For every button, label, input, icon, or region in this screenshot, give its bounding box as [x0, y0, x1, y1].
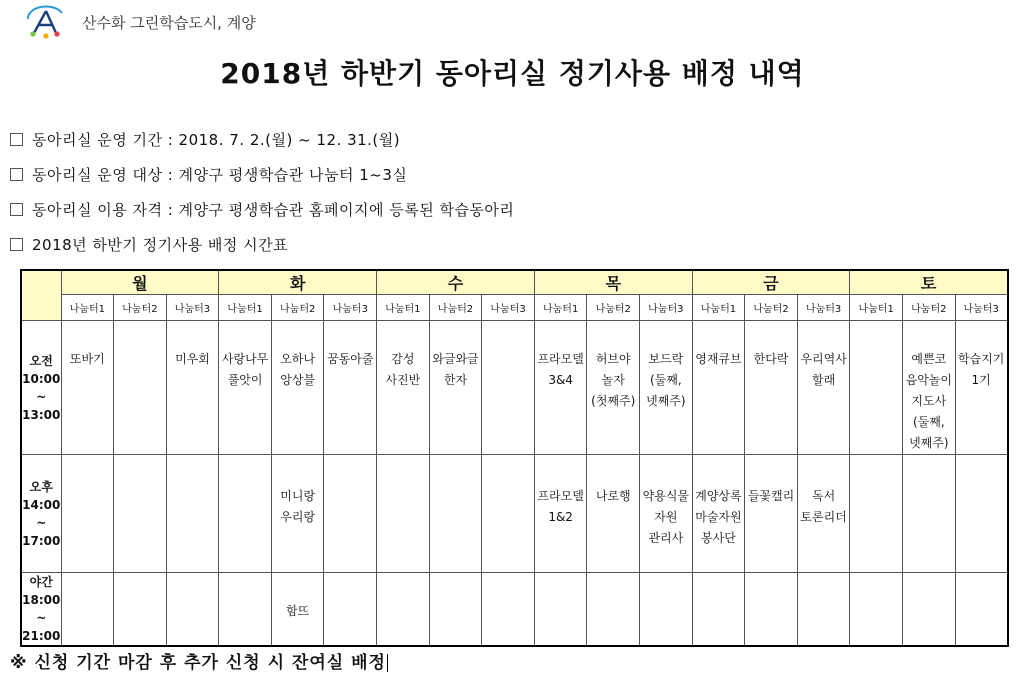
header: [24, 4, 256, 40]
schedule-cell: 예쁜코 음악놀이 지도사 (둘째, 넷째주): [903, 321, 956, 455]
room-header: 나눔터1: [377, 295, 430, 321]
schedule-cell: [324, 455, 377, 573]
schedule-cell: [745, 573, 798, 647]
schedule-cell: [955, 573, 1008, 647]
schedule-cell: [482, 455, 535, 573]
schedule-cell: 우리역사 할래: [797, 321, 850, 455]
schedule-cell: 프라모델 3&4: [534, 321, 587, 455]
schedule-cell: 꿈동아줄: [324, 321, 377, 455]
schedule-cell: [377, 573, 430, 647]
schedule-cell: 독서 토론리더: [797, 455, 850, 573]
checkbox-icon: [10, 133, 23, 146]
schedule-cell: 프라모델 1&2: [534, 455, 587, 573]
schedule-cell: [850, 455, 903, 573]
room-header: 나눔터1: [534, 295, 587, 321]
room-header: 나눔터3: [482, 295, 535, 321]
day-header: 금: [692, 270, 850, 295]
table-row: [21, 455, 1008, 573]
schedule-cell: [219, 573, 272, 647]
room-header: 나눔터2: [271, 295, 324, 321]
schedule-cell: [534, 573, 587, 647]
schedule-cell: [640, 573, 693, 647]
info-text: 동아리실 운영 대상 : 계양구 평생학습관 나눔터 1~3실: [32, 166, 408, 184]
room-header: 나눔터2: [903, 295, 956, 321]
footer-note: [10, 648, 388, 673]
footer-text: ※ 신청 기간 마감 후 추가 신청 시 잔여실 배정: [10, 653, 386, 673]
info-item: [10, 157, 514, 192]
logo-icon: [24, 5, 68, 39]
room-header: 나눔터2: [114, 295, 167, 321]
room-header: 나눔터3: [166, 295, 219, 321]
schedule-cell: [429, 455, 482, 573]
schedule-cell: 함뜨: [271, 573, 324, 647]
info-text: 동아리실 운영 기간 : 2018. 7. 2.(월) ~ 12. 31.(월): [32, 131, 401, 149]
room-header: 나눔터1: [850, 295, 903, 321]
room-header: 나눔터3: [955, 295, 1008, 321]
schedule-cell: [587, 573, 640, 647]
room-header: 나눔터3: [797, 295, 850, 321]
schedule-cell: [166, 455, 219, 573]
schedule-cell: 사랑나무 풀앗이: [219, 321, 272, 455]
schedule-cell: [61, 573, 114, 647]
schedule-cell: 한다락: [745, 321, 798, 455]
org-name: 산수화 그린학습도시, 계양: [82, 13, 256, 32]
info-item: [10, 122, 514, 157]
schedule-cell: [482, 321, 535, 455]
schedule-cell: 감성 사진반: [377, 321, 430, 455]
day-header: 토: [850, 270, 1008, 295]
page-title: 2018년 하반기 동아리실 정기사용 배정 내역: [220, 57, 805, 90]
schedule-cell: [61, 455, 114, 573]
info-text: 2018년 하반기 정기사용 배정 시간표: [32, 236, 289, 254]
schedule-cell: 계양상록 마술자원 봉사단: [692, 455, 745, 573]
time-slot-label: 오후 14:00 ~ 17:00: [21, 455, 61, 573]
table-row: [21, 321, 1008, 455]
table-corner: [21, 270, 61, 321]
schedule-cell: [482, 573, 535, 647]
room-header: 나눔터1: [61, 295, 114, 321]
room-header: 나눔터2: [745, 295, 798, 321]
schedule-cell: [324, 573, 377, 647]
info-list: [10, 122, 514, 262]
schedule-cell: [903, 573, 956, 647]
room-header: 나눔터1: [692, 295, 745, 321]
schedule-cell: 오하나 앙상블: [271, 321, 324, 455]
room-header: 나눔터1: [219, 295, 272, 321]
schedule-cell: [166, 573, 219, 647]
info-item: [10, 192, 514, 227]
schedule-cell: [692, 573, 745, 647]
text-cursor: [387, 654, 388, 672]
schedule-cell: [850, 573, 903, 647]
schedule-cell: 학습지기 1기: [955, 321, 1008, 455]
room-header: 나눔터2: [429, 295, 482, 321]
time-slot-label: 야간 18:00 ~ 21:00: [21, 573, 61, 647]
schedule-cell: [850, 321, 903, 455]
schedule-cell: 나로행: [587, 455, 640, 573]
schedule-cell: [903, 455, 956, 573]
schedule-cell: [114, 321, 167, 455]
room-header: 나눔터3: [324, 295, 377, 321]
schedule-cell: [797, 573, 850, 647]
schedule-cell: 허브야 놀자 (첫째주): [587, 321, 640, 455]
schedule-cell: [114, 573, 167, 647]
time-slot-label: 오전 10:00 ~ 13:00: [21, 321, 61, 455]
info-item: [10, 227, 514, 262]
schedule-cell: 미니랑 우리랑: [271, 455, 324, 573]
schedule-cell: 미우회: [166, 321, 219, 455]
schedule-cell: 보드락 (둘째, 넷째주): [640, 321, 693, 455]
day-header: 월: [61, 270, 219, 295]
schedule-cell: 또바기: [61, 321, 114, 455]
schedule-cell: 들꽃캘리: [745, 455, 798, 573]
schedule-cell: [377, 455, 430, 573]
day-header: 화: [219, 270, 377, 295]
schedule-cell: 영재큐브: [692, 321, 745, 455]
schedule-cell: 약용식물 자원 관리사: [640, 455, 693, 573]
schedule-cell: [114, 455, 167, 573]
room-header: 나눔터3: [640, 295, 693, 321]
day-header: 수: [377, 270, 535, 295]
checkbox-icon: [10, 168, 23, 181]
room-header: 나눔터2: [587, 295, 640, 321]
schedule-cell: [429, 573, 482, 647]
schedule-cell: 와글와글 한자: [429, 321, 482, 455]
checkbox-icon: [10, 203, 23, 216]
checkbox-icon: [10, 238, 23, 251]
table-row: [21, 573, 1008, 647]
info-text: 동아리실 이용 자격 : 계양구 평생학습관 홈페이지에 등록된 학습동아리: [32, 201, 515, 219]
schedule-table: [20, 269, 1009, 647]
schedule-cell: [219, 455, 272, 573]
day-header: 목: [534, 270, 692, 295]
schedule-cell: [955, 455, 1008, 573]
